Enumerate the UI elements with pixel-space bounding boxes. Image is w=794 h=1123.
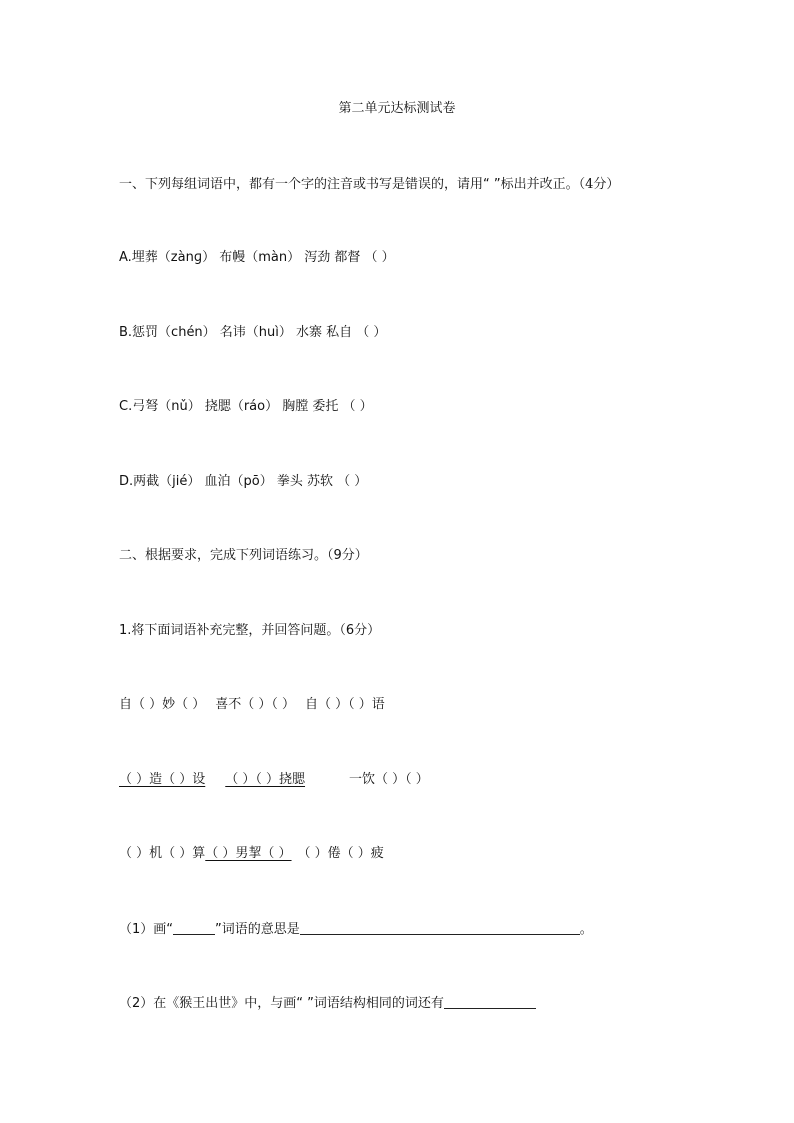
idiom-3-2: （ ）男挈（ ） [205, 846, 292, 861]
idiom-1-3: 自（ ）（ ）语 [305, 697, 385, 712]
option-c: C.弓弩（nǔ） 挠腮（ráo） 胸膛 委托 （ ） [119, 399, 373, 414]
page-title: 第二单元达标测试卷 [338, 101, 456, 116]
option-a: A.埋葬（zànɡ） 布幔（màn） 泻劲 都督 （ ） [119, 250, 395, 265]
idiom-3-3: （ ）倦（ ）疲 [297, 846, 384, 861]
option-d: D.两截（jié） 血泊（pō） 拳头 苏软 （ ） [119, 474, 368, 489]
subquestion-1: 1.将下面词语补充完整，并回答问题。（6分） [119, 623, 381, 638]
prompt-1-prefix: （1）画“ [119, 922, 174, 937]
question-1-stem-tail: 标出并改正。（4分） [500, 177, 620, 192]
question-2-stem: 二、根据要求，完成下列词语练习。（9分） [119, 548, 368, 563]
idiom-2-3: 一饮（ ）（ ） [349, 772, 429, 787]
idiom-row-3 [119, 845, 384, 863]
idiom-2-1: （ ）造（ ）设 [119, 772, 206, 787]
option-b: B.惩罚（chén） 名讳（huì） 水寨 私自 （ ） [119, 325, 387, 340]
idiom-3-1: （ ）机（ ）算 [119, 846, 206, 861]
prompt-2-prefix: （2）在《猴王出世》中，与画“ ” [119, 996, 314, 1011]
prompt-2-answer-blank [444, 994, 536, 1009]
prompt-1-suffix: 。 [579, 922, 593, 937]
idiom-row-1 [119, 696, 385, 714]
prompt-2-middle: 词语结构相同的词还有 [313, 996, 444, 1011]
prompt-1-mark-blank [173, 920, 215, 935]
question-1-stem-main: 一、下列每组词语中，都有一个字的注音或书写是错误的，请用“ ” [119, 177, 501, 192]
question-1-stem [119, 176, 619, 194]
prompt-1-answer-blank [300, 920, 580, 935]
prompt-1-middle: ”词语的意思是 [215, 922, 300, 937]
idiom-1-1: 自（ ）妙（ ） [119, 697, 206, 712]
idiom-1-2: 喜不（ ）（ ） [215, 697, 296, 712]
prompt-1 [119, 920, 593, 939]
prompt-2 [119, 994, 536, 1013]
idiom-2-2: （ ）（ ）挠腮 [225, 772, 306, 787]
idiom-row-2 [119, 771, 429, 789]
